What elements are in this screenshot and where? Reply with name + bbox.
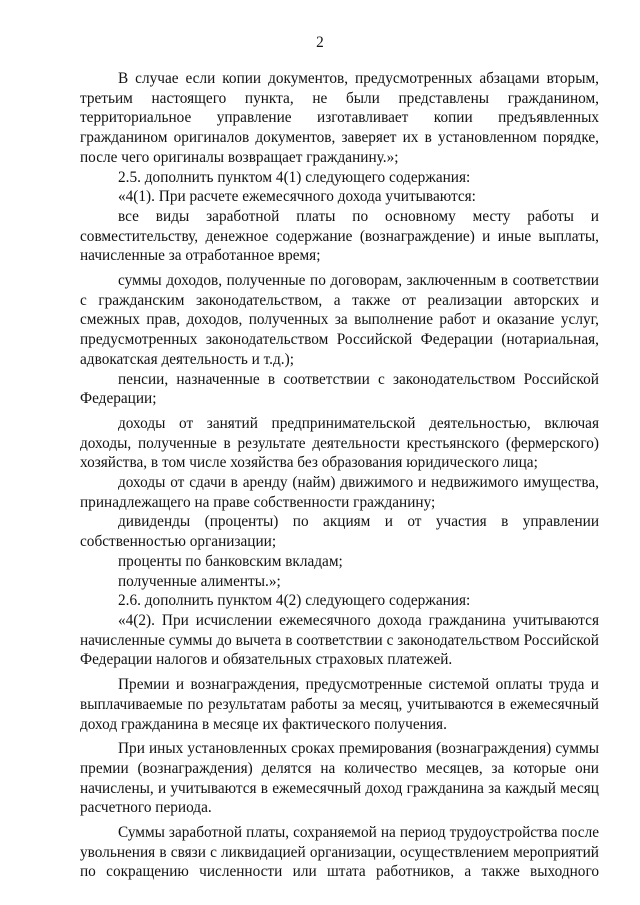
paragraph-dividends: дивиденды (проценты) по акциям и от участия в управлении собственностью организации;: [80, 513, 599, 551]
paragraph-rent-income: доходы от сдачи в аренду (найм) движимого и недвижимого имущества, принадлежащего на праве собственности гражданину;: [80, 474, 599, 511]
paragraph-severance: Суммы заработной платы, сохраняемой на период трудоустройства после увольнения в связи с ликвидацией организации, осуществлением мероприятий по сокращению численности или штата работников, а также выходного: [80, 824, 599, 881]
paragraph-4-1-intro: «4(1). При расчете ежемесячного дохода учитываются:: [118, 188, 476, 206]
paragraph-item-2-5: 2.5. дополнить пунктом 4(1) следующего содержания:: [118, 168, 471, 186]
paragraph-bank-interest: проценты по банковским вкладам;: [118, 552, 343, 570]
paragraph-item-2-6: 2.6. дополнить пунктом 4(2) следующего содержания:: [118, 592, 471, 610]
paragraph-other-bonus-periods: При иных установленных сроках премирования (вознаграждения) суммы премии (вознаграждения) делятся на количество месяцев, за которые они начислены, и учитываются в ежемесячный доход гражданина за каждый месяц расчетного периода.: [80, 740, 599, 817]
page-number: 2: [316, 34, 324, 51]
paragraph-contract-income: суммы доходов, полученные по договорам, заключенным в соответствии с гражданским законодательством, а также от реализации авторских и смежных прав, доходов, полученных за выполнение работ и оказание услуг, предусмотренных законодательством Российской Федерации (нотариальная, адвокатская деятельность и т.д.);: [80, 272, 599, 368]
paragraph-business-income: доходы от занятий предпринимательской деятельностью, включая доходы, полученные в результате деятельности крестьянского (фермерского) хозяйства, в том числе хозяйства без образования юридического лица;: [80, 414, 599, 472]
document-body: [80, 69, 599, 882]
paragraph-bonuses: Премии и вознаграждения, предусмотренные системой оплаты труда и выплачиваемые по результатам работы за месяц, учитываются в ежемесячный доход гражданина в месяце их фактического получения.: [80, 676, 599, 733]
paragraph-pensions: пенсии, назначенные в соответствии с законодательством Российской Федерации;: [80, 370, 599, 408]
paragraph-4-2-intro: «4(2). При исчислении ежемесячного дохода гражданина учитываются начисленные суммы до вычета в соответствии с законодательством Российской Федерации налогов и обязательных страховых платежей.: [80, 611, 599, 669]
paragraph-copies-return: В случае если копии документов, предусмотренных абзацами вторым, третьим настоящего пункта, не были представлены гражданином, территориальное управление изготавливает копии предъявленных гражданином оригиналов документов, заверяет их в установленном порядке, после чего оригиналы возвращает гражданину.»;: [80, 70, 599, 166]
paragraph-alimony: полученные алименты.»;: [118, 572, 281, 590]
paragraph-wages: все виды заработной платы по основному месту работы и совместительству, денежное содержание (вознаграждение) и иные выплаты, начисленные за отработанное время;: [80, 207, 599, 265]
